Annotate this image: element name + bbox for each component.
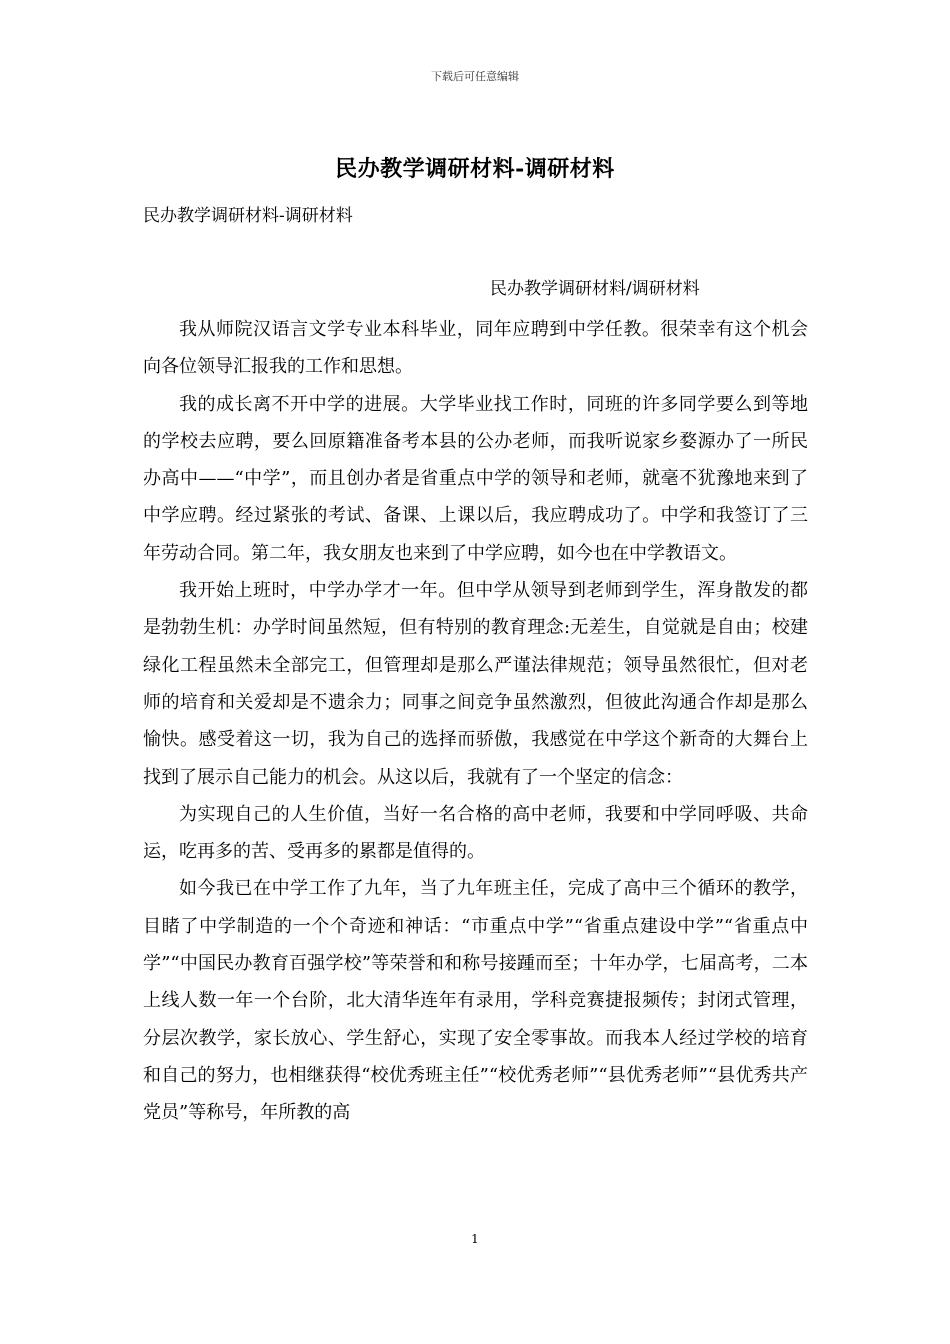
paragraph: 如今我已在中学工作了九年，当了九年班主任，完成了高中三个循环的教学，目睹了中学制造的一个个奇迹和神话：“市重点中学”“省重点建设中学”“省重点中学”“中国民办教育百强学校”等荣誉和和称号接踵而至；十年办学，七届高考，二本上线人数一年一个台阶，北大清华连年有录用，学科竞赛捷报频传；封闭式管理，分层次教学，家长放心、学生舒心，实现了安全零事故。而我本人经过学校的培育和自己的努力，也相继获得“校优秀班主任”“校优秀老师”“县优秀老师”“县优秀共产党员”等称号，年所教的高 [143, 878, 808, 1124]
document-title: 民办教学调研材料-调研材料 [335, 156, 615, 182]
paragraph: 我从师院汉语言文学专业本科毕业，同年应聘到中学任教。很荣幸有这个机会向各位领导汇报我的工作和思想。 [143, 319, 808, 378]
header-note: 下载后可任意编辑 [431, 70, 519, 83]
paragraph: 为实现自己的人生价值，当好一名合格的高中老师，我要和中学同呼吸、共命运，吃再多的苦、受再多的累都是值得的。 [143, 803, 808, 863]
category-line: 民办教学调研材料/调研材料 [490, 279, 700, 299]
paragraph: 我的成长离不开中学的进展。大学毕业找工作时，同班的许多同学要么到等地的学校去应聘，要么回原籍准备考本县的公办老师，而我听说家乡婺源办了一所民办高中——“中学”，而且创办者是省重点中学的领导和老师，就毫不犹豫地来到了中学应聘。经过紧张的考试、备课、上课以后，我应聘成功了。中学和我签订了三年劳动合同。第二年，我女朋友也来到了中学应聘，如今也在中学教语文。 [143, 393, 808, 564]
page-number: 1 [471, 1232, 479, 1246]
document-subtitle: 民办教学调研材料-调研材料 [143, 206, 353, 226]
paragraph: 我开始上班时，中学办学才一年。但中学从领导到老师到学生，浑身散发的都是勃勃生机：办学时间虽然短，但有特别的教育理念:无差生，自觉就是自由；校建绿化工程虽然未全部完工，但管理却是那么严谨法律规范；领导虽然很忙，但对老师的培育和关爱却是不遗余力；同事之间竞争虽然激烈，但彼此沟通合作却是那么愉快。感受着这一切，我为自己的选择而骄傲，我感觉在中学这个新奇的大舞台上找到了展示自己能力的机会。从这以后，我就有了一个坚定的信念： [143, 580, 808, 788]
body-text [143, 311, 808, 1132]
